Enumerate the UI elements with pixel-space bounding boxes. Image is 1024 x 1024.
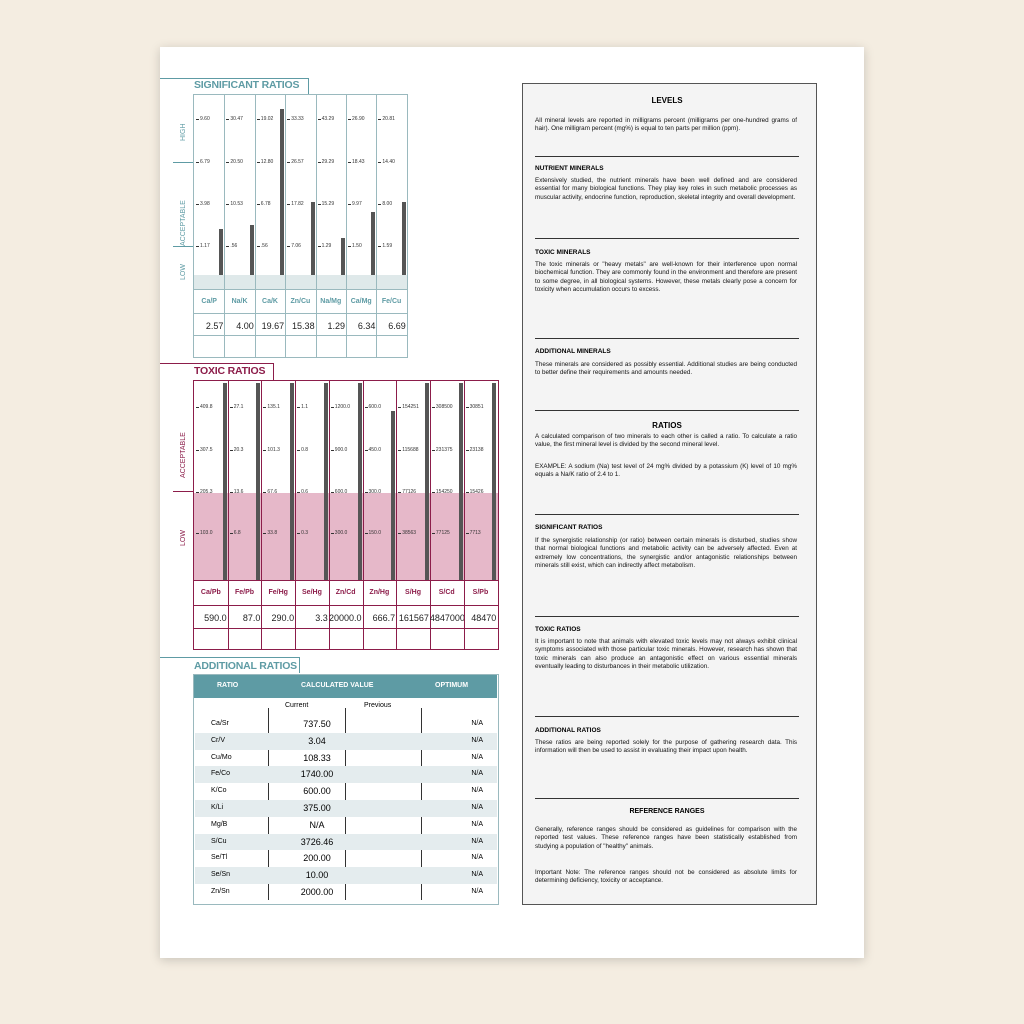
significant-tick-mark [378,204,381,205]
additional-ratios-title: ADDITIONAL RATIOS [194,660,297,672]
significant-bar [341,238,345,275]
significant-tick-label: 30.47 [230,116,243,122]
ratio-name: Mg/B [211,820,228,828]
significant-column-label: Ca/K [262,298,278,305]
significant-axis-high: HIGH [180,123,187,141]
toxic-tick-mark [432,407,435,408]
ratio-current-value: 200.00 [303,853,331,864]
rule-1 [535,156,799,157]
toxic-tick-mark [331,492,334,493]
significant-column-divider [285,95,286,357]
significant-tick-mark [318,162,321,163]
significant-column-label: Fe/Cu [381,298,402,305]
toxic-tick-mark [365,450,368,451]
toxic-tick-mark [263,450,266,451]
significant-bar [311,202,315,275]
significant-column-value: 1.29 [327,321,345,331]
toxic-ratios-title: TOXIC RATIOS [194,365,266,377]
toxic-bar [290,383,294,580]
levels-title: LEVELS [651,96,683,105]
significant-tick-mark [257,246,260,247]
significant-bar [250,225,254,275]
significant-tick-label: 14.40 [382,159,395,165]
subheader-current: Current [285,702,309,709]
additional-ratios-info-text: These ratios are being reported solely for the purpose of gathering research data. This information will then be used to assist in evaluating their impact upon health. [535,739,797,755]
ratio-current-value: 3726.46 [300,836,334,847]
toxic-tick-label: 1200.0 [334,404,351,410]
significant-column-divider [316,95,317,357]
header-calculated-value: CALCULATED VALUE [301,682,374,689]
toxic-column-label: Ca/Pb [200,589,221,596]
toxic-column-value: 48470 [471,613,497,623]
toxic-tick-mark [230,533,233,534]
toxic-tick-mark [230,450,233,451]
toxic-tick-mark [432,450,435,451]
toxic-ratios-chart [193,380,499,650]
significant-tick-label: 1.29 [321,243,332,249]
toxic-tick-mark [365,407,368,408]
toxic-bottom-row-divider [194,628,498,629]
toxic-tick-mark [230,407,233,408]
toxic-tick-label: 67.6 [267,489,278,495]
significant-tick-mark [287,204,290,205]
toxic-low-band [194,493,498,580]
toxic-tick-label: 77126 [402,489,417,495]
significant-marker-top [173,162,193,163]
significant-tick-mark [196,204,199,205]
table-row [195,867,497,884]
toxic-column-divider [329,381,330,649]
ratio-optimum: N/A [471,753,483,761]
toxic-column-label: S/Cd [438,589,455,596]
nutrient-minerals-text: Extensively studied, the nutrient minerals have been well defined and are considered essential for many biological functions. They play key roles in such metabolic processes as muscular activity, endocrine function, reproduction, skeletal integrity and overall development. [535,177,797,201]
toxic-tick-mark [196,450,199,451]
significant-tick-label: 6.79 [200,159,210,165]
header-optimum: OPTIMUM [435,682,469,689]
ratio-name: Se/Sn [211,871,231,879]
ratio-name: S/Cu [211,837,227,845]
significant-tick-mark [318,119,321,120]
significant-column-label: Ca/P [201,298,217,305]
significant-tick-label: 15.29 [321,201,335,207]
significant-tick-label: 9.97 [352,201,362,207]
significant-column-value: 19.67 [261,321,285,331]
toxic-bar [492,383,496,580]
ratio-optimum: N/A [471,888,483,895]
toxic-tick-label: 900.0 [334,447,348,453]
significant-tick-label: 43.29 [321,116,335,122]
ratio-optimum: N/A [471,720,483,727]
toxic-tick-mark [466,533,469,534]
toxic-tick-label: 6.8 [233,530,241,536]
nutrient-minerals-title: NUTRIENT MINERALS [535,165,604,172]
toxic-tick-label: 27.1 [233,404,244,410]
toxic-tick-mark [331,533,334,534]
ratio-current-value: 108.33 [303,752,331,763]
significant-tick-mark [378,246,381,247]
ratio-name: Ca/Sr [211,720,229,727]
ratio-optimum: N/A [471,804,483,811]
ratio-current-value: 2000.00 [300,887,334,897]
ratios-title: RATIOS [652,421,682,430]
rule-3 [535,338,799,339]
reference-ranges-text: Generally, reference ranges should be considered as guidelines for comparison with the reported test values. These reference ranges have been statistically established from studying a population of "healthy" animals. [535,826,797,850]
toxic-tick-label: 0.3 [301,530,309,536]
toxic-column-value: 87.0 [242,613,261,623]
significant-tick-label: 26.90 [352,116,365,122]
ratios-example: EXAMPLE: A sodium (Na) test level of 24 mg% divided by a potassium (K) level of 10 mg% equals a Na/K ratio of 2.4 to 1. [535,463,797,479]
toxic-tick-mark [466,450,469,451]
ratio-name: K/Co [211,787,227,795]
table-row [195,766,497,783]
significant-tick-label: 17.82 [291,201,304,207]
rule-8 [535,798,799,799]
ratio-name: K/Li [211,804,224,811]
ratio-optimum: N/A [471,770,483,778]
toxic-column-divider [261,381,262,649]
toxic-tick-label: 13.6 [233,489,244,495]
toxic-tick-mark [297,407,300,408]
toxic-tick-label: 150.0 [368,530,382,536]
toxic-column-divider [430,381,431,649]
significant-tick-label: 26.57 [291,159,304,165]
significant-tick-label: 18.43 [352,159,365,165]
ratio-current-value: 1740.00 [300,769,334,780]
toxic-tick-label: 103.0 [200,530,213,536]
significant-tick-label: 6.78 [260,201,271,207]
toxic-tick-mark [432,492,435,493]
significant-tick-label: 20.50 [230,159,243,165]
toxic-value-row-divider [194,605,498,606]
toxic-column-value: 590.0 [204,613,227,623]
ratio-optimum: N/A [471,736,483,744]
significant-column-label: Zn/Cu [290,298,311,305]
significant-tick-mark [378,119,381,120]
significant-tick-mark [348,246,351,247]
table-row [195,834,497,851]
ratio-current-value: 737.50 [303,719,331,729]
significant-tick-label: .56 [260,243,268,249]
toxic-tick-mark [196,492,199,493]
ratio-current-value: 3.04 [308,735,326,746]
toxic-column-label: Zn/Cd [335,589,356,596]
significant-column-label: Na/Mg [320,298,342,305]
toxic-column-value: 3.3 [315,613,328,623]
toxic-tick-label: 101.3 [267,447,280,453]
significant-tick-label: 7.06 [291,243,301,249]
significant-tick-mark [196,119,199,120]
significant-tick-label: 29.29 [321,159,335,165]
toxic-tick-mark [230,492,233,493]
toxic-column-label: Fe/Hg [268,589,288,596]
significant-tick-mark [318,246,321,247]
significant-column-value: 15.38 [292,321,315,331]
toxic-tick-mark [297,533,300,534]
significant-marker-bottom [173,246,193,247]
toxic-tick-label: 308500 [435,404,453,410]
significant-axis-acceptable: ACCEPTABLE [180,200,187,246]
toxic-column-value: 161567 [398,613,429,623]
toxic-tick-mark [331,450,334,451]
toxic-tick-mark [398,407,401,408]
header-ratio: RATIO [217,682,239,689]
toxic-tick-label: 300.0 [334,530,348,536]
additional-ratios-info-title: ADDITIONAL RATIOS [535,727,601,734]
significant-tick-mark [257,204,260,205]
toxic-label-row-divider [194,580,498,581]
table-row [195,800,497,817]
significant-tick-mark [226,246,229,247]
significant-column-label: Na/K [231,298,248,305]
reference-ranges-title: REFERENCE RANGES [629,808,705,815]
significant-column-divider [255,95,256,357]
rule-6 [535,616,799,617]
significant-ratios-title: SIGNIFICANT RATIOS [194,79,300,91]
significant-axis-low: LOW [180,264,187,280]
toxic-tick-label: 409.8 [200,404,213,410]
significant-tick-label: 8.00 [382,201,393,207]
significant-bar [371,212,375,275]
significant-tick-label: 10.53 [230,201,243,207]
significant-tick-mark [348,119,351,120]
significant-tick-label: 1.50 [352,243,362,249]
ratio-optimum: N/A [471,837,483,845]
toxic-tick-label: 23138 [469,447,484,453]
significant-ratios-info-title: SIGNIFICANT RATIOS [535,524,603,531]
toxic-bar [358,383,362,580]
info-panel [522,83,817,905]
significant-column-label: Ca/Mg [350,298,372,305]
significant-tick-mark [318,204,321,205]
toxic-tick-mark [398,492,401,493]
toxic-tick-label: 77125 [435,530,450,536]
toxic-tick-mark [196,407,199,408]
toxic-column-label: Fe/Pb [235,589,255,596]
additional-minerals-text: These minerals are considered as possibly essential. Additional studies are being conducted to better define their requirements and amounts needed. [535,361,797,377]
toxic-tick-label: 33.8 [267,530,278,536]
reference-ranges-note: Important Note: The reference ranges should not be considered as absolute limits for determining deficiency, toxicity or acceptance. [535,869,797,885]
ratio-name: Cu/Mo [211,753,232,761]
significant-tick-label: 1.59 [382,243,393,249]
significant-tick-label: 3.98 [200,201,210,207]
significant-low-band [194,275,407,289]
toxic-ratios-info-text: It is important to note that animals with elevated toxic levels may not always exhibit clinical symptoms associated with those particular toxic minerals. However, research has shown that toxic minerals can also produce an antagonistic effect on various essential minerals eventually leading to disturbances in their metabolic utilization. [535,638,797,671]
rule-4 [535,410,799,411]
toxic-ratios-info-title: TOXIC RATIOS [535,626,581,633]
toxic-bar [425,383,429,580]
ratio-name: Cr/V [211,736,225,744]
significant-tick-mark [348,204,351,205]
significant-tick-label: 12.80 [260,159,274,165]
toxic-tick-label: 135.1 [267,404,280,410]
toxic-tick-mark [466,492,469,493]
toxic-tick-label: 307.5 [200,447,213,453]
toxic-minerals-text: The toxic minerals or "heavy metals" are well-known for their interference upon normal biochemical function. They are commonly found in the environment and therefore are present to some degree, in all biological systems. However, these metals clearly pose a concern for toxicity when accumulation occurs to excess. [535,261,797,294]
toxic-column-divider [228,381,229,649]
significant-label-row-divider [194,289,407,290]
significant-tick-mark [287,119,290,120]
toxic-tick-mark [297,450,300,451]
significant-bar [402,202,406,275]
significant-tick-label: .56 [230,243,238,249]
subheader-previous: Previous [364,702,392,709]
toxic-column-divider [396,381,397,649]
toxic-tick-label: 38563 [402,530,417,536]
toxic-tick-label: 115688 [402,447,419,453]
table-row [195,750,497,767]
significant-bar [280,109,284,275]
toxic-bar [256,383,260,580]
significant-tick-label: 19.02 [260,116,274,122]
significant-tick-label: 20.81 [382,116,395,122]
toxic-tick-mark [297,492,300,493]
toxic-tick-label: 20.3 [233,447,244,453]
significant-tick-mark [226,162,229,163]
significant-column-divider [346,95,347,357]
ratio-name: Se/Tl [211,854,228,862]
table-row [195,850,497,867]
toxic-tick-label: 600.0 [334,489,348,495]
toxic-column-value: 290.0 [271,613,295,623]
toxic-column-label: S/Hg [405,589,421,596]
ratio-name: Fe/Co [211,770,231,778]
significant-tick-mark [287,162,290,163]
table-row [195,783,497,800]
toxic-tick-mark [331,407,334,408]
toxic-tick-label: 0.8 [301,447,309,453]
toxic-tick-label: 154250 [435,489,453,495]
toxic-tick-mark [365,533,368,534]
toxic-bar [459,383,463,580]
toxic-bar [223,383,227,580]
significant-tick-mark [196,246,199,247]
toxic-column-divider [295,381,296,649]
toxic-tick-label: 231375 [435,447,453,453]
toxic-tick-mark [196,533,199,534]
ratio-optimum: N/A [471,820,483,828]
significant-tick-mark [196,162,199,163]
ratio-current-value: 375.00 [303,803,331,813]
toxic-bar [324,383,328,580]
significant-value-row-divider [194,313,407,314]
ratio-optimum: N/A [471,787,483,795]
toxic-tick-label: 600.0 [368,404,382,410]
toxic-column-value: 20000.0 [328,613,362,623]
significant-tick-mark [378,162,381,163]
toxic-column-label: S/Pb [472,589,489,596]
toxic-tick-mark [263,407,266,408]
significant-tick-label: 9.60 [200,116,210,122]
significant-column-value: 6.69 [388,321,406,331]
significant-tick-label: 1.17 [200,243,210,249]
toxic-column-label: Se/Hg [302,589,322,596]
significant-column-value: 2.57 [205,321,224,331]
toxic-column-value: 666.7 [372,613,396,623]
toxic-tick-mark [432,533,435,534]
ratio-optimum: N/A [471,871,483,879]
significant-ratios-info-text: If the synergistic relationship (or ratio) between certain minerals is disturbed, studies show that normal biological functions and metabolic activity can be adversely affected. Even at extremely low concentrations, the synergistic and/or antagonistic relationships between minerals still exist, which can indirectly affect metabolism. [535,537,797,570]
significant-tick-label: 33.33 [291,116,304,122]
toxic-tick-mark [466,407,469,408]
toxic-tick-label: 205.3 [200,489,213,495]
ratio-optimum: N/A [471,854,483,862]
toxic-column-label: Zn/Hg [369,589,390,596]
significant-tick-mark [226,204,229,205]
toxic-tick-label: 7713 [469,530,481,536]
significant-bottom-row-divider [194,335,407,336]
levels-text: All mineral levels are reported in milligrams percent (milligrams per one-hundred grams of hair). One milligram percent (mg%) is equal to ten parts per million (ppm). [535,117,797,133]
rule-2 [535,238,799,239]
toxic-marker [173,491,193,492]
toxic-tick-label: 154251 [402,404,419,410]
ratio-current-value: N/A [309,819,325,830]
toxic-column-divider [464,381,465,649]
toxic-tick-label: 30851 [469,404,484,410]
table-row [195,733,497,750]
toxic-minerals-title: TOXIC MINERALS [535,249,591,256]
ratios-text: A calculated comparison of two minerals to each other is called a ratio. To calculate a ratio value, the first mineral level is divided by the second mineral level. [535,433,797,449]
toxic-tick-label: 300.0 [368,489,382,495]
toxic-bar [391,411,395,580]
ratio-current-value: 10.00 [305,870,329,881]
significant-tick-mark [257,119,260,120]
toxic-tick-label: 1.1 [301,404,309,410]
significant-column-divider [376,95,377,357]
toxic-axis-low: LOW [180,530,187,546]
rule-5 [535,514,799,515]
toxic-axis-acceptable: ACCEPTABLE [180,432,187,478]
significant-tick-mark [348,162,351,163]
toxic-tick-label: 0.6 [301,489,309,495]
significant-ratios-chart [193,94,408,358]
significant-tick-mark [287,246,290,247]
significant-column-value: 4.00 [236,321,254,331]
toxic-tick-mark [398,533,401,534]
toxic-tick-label: 450.0 [368,447,382,453]
toxic-tick-label: 15426 [469,489,484,495]
toxic-tick-mark [263,533,266,534]
ratio-name: Zn/Sn [211,888,230,895]
toxic-tick-mark [263,492,266,493]
toxic-column-value: 4847000 [429,613,465,623]
additional-minerals-title: ADDITIONAL MINERALS [535,348,611,355]
table-row [195,716,497,733]
table-row [195,817,497,834]
toxic-column-divider [363,381,364,649]
significant-tick-mark [226,119,229,120]
significant-bar [219,229,223,275]
toxic-tick-mark [398,450,401,451]
toxic-tick-mark [365,492,368,493]
significant-column-divider [224,95,225,357]
rule-7 [535,716,799,717]
significant-tick-mark [257,162,260,163]
table-row [195,884,497,901]
significant-column-value: 6.34 [357,321,376,331]
ratio-current-value: 600.00 [303,786,331,797]
